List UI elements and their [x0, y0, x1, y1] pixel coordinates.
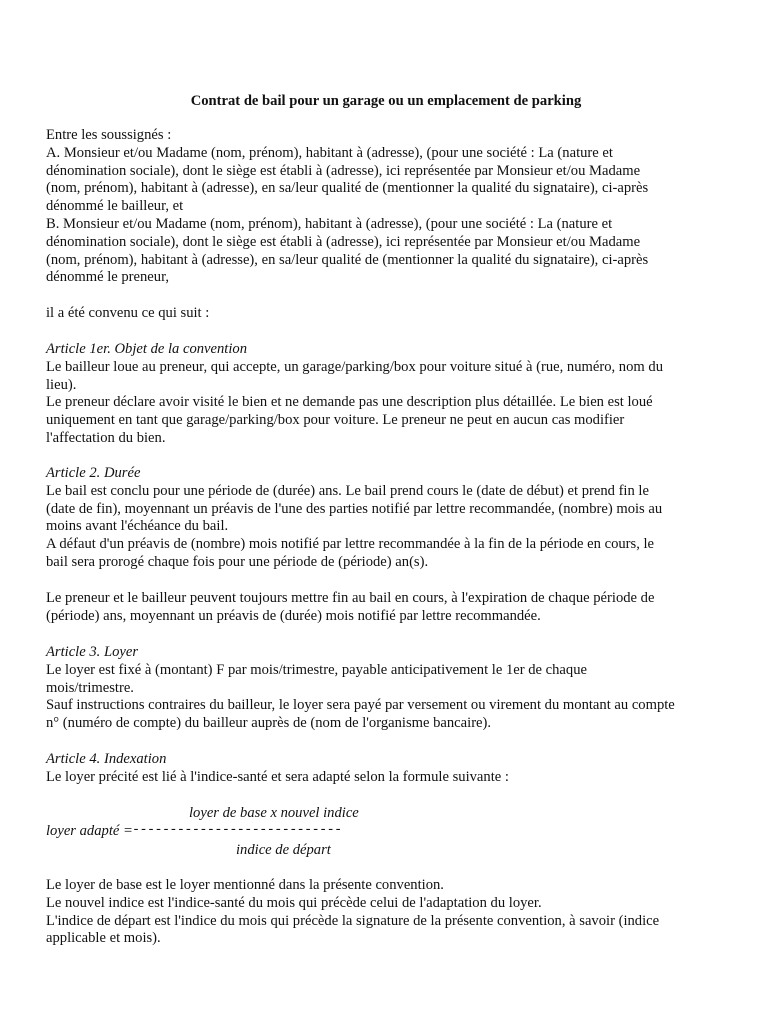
article-line: Le bail est conclu pour une période de (durée) ans. Le bail prend cours le (date de début) et prend fin le: [46, 482, 649, 499]
article-line: A défaut d'un préavis de (nombre) mois notifié par lettre recommandée à la fin de la période en cours, le: [46, 536, 655, 553]
intro-line: (nom, prénom), habitant à (adresse), en sa/leur qualité de (mentionner la qualité du signataire), ci-après: [46, 180, 649, 197]
article-line: Le preneur déclare avoir visité le bien et ne demande pas une description plus détaillée. Le bien est loué: [46, 394, 653, 411]
agreement-statement: [46, 305, 726, 323]
article-line: Le loyer est fixé à (montant) F par mois/trimestre, payable anticipativement le 1er de chaque: [46, 661, 587, 678]
intro-line: B. Monsieur et/ou Madame (nom, prénom), habitant à (adresse), (pour une société : La (nature et: [46, 215, 613, 232]
document-title: Contrat de bail pour un garage ou un emplacement de parking: [190, 93, 582, 109]
article-2-termination: [46, 590, 726, 626]
formula-fraction-bar: ----------------------------: [132, 823, 342, 838]
article-line: n° (numéro de compte) du bailleur auprès de (nom de l'organisme bancaire).: [46, 715, 492, 732]
intro-line: Entre les soussignés :: [46, 127, 172, 143]
article-heading: Article 4. Indexation: [46, 751, 167, 767]
article-line: Le preneur et le bailleur peuvent toujours mettre fin au bail en cours, à l'expiration de chaque période de: [46, 590, 655, 606]
article-2: [46, 465, 726, 572]
article-line: (période) ans, moyennant un préavis de (durée) mois notifié par lettre recommandée.: [46, 607, 541, 624]
article-line: Le loyer précité est lié à l'indice-santé et sera adapté selon la formule suivante :: [46, 768, 509, 785]
intro-line: dénomination sociale), dont le siège est établi à (adresse), ici représentée par Monsieur et/ou Madame: [46, 162, 641, 179]
formula-lhs: loyer adapté =: [46, 823, 133, 839]
article-4: [46, 751, 726, 787]
parties-section: [46, 127, 726, 287]
article-heading: Article 2. Durée: [46, 465, 141, 481]
intro-line: dénomination sociale), dont le siège est établi à (adresse), ici représentée par Monsieur et/ou Madame: [46, 233, 641, 250]
article-line: l'affectation du bien.: [46, 429, 166, 446]
article-line: moins avant l'échéance du bail.: [46, 518, 229, 535]
article-line: Le bailleur loue au preneur, qui accepte, un garage/parking/box pour voiture situé à (rue, numéro, nom du: [46, 358, 663, 375]
formula-numerator: loyer de base x nouvel indice: [189, 805, 359, 821]
article-line: Le nouvel indice est l'indice-santé du mois qui précède celui de l'adaptation du loyer.: [46, 894, 542, 911]
agreed-text: il a été convenu ce qui suit :: [46, 305, 210, 321]
intro-line: dénommé le preneur,: [46, 269, 170, 286]
intro-line: dénommé le bailleur, et: [46, 198, 184, 215]
article-line: lieu).: [46, 376, 77, 393]
article-4-definitions: [46, 877, 726, 948]
article-heading: Article 3. Loyer: [46, 644, 139, 660]
article-line: Le loyer de base est le loyer mentionné dans la présente convention.: [46, 877, 444, 893]
article-line: L'indice de départ est l'indice du mois qui précède la signature de la présente convention, à savoir (indice: [46, 912, 660, 929]
article-line: mois/trimestre.: [46, 679, 134, 696]
article-line: uniquement en tant que garage/parking/box pour voiture. Le preneur ne peut en aucun cas modifier: [46, 412, 625, 429]
article-heading: Article 1er. Objet de la convention: [46, 341, 248, 357]
article-line: Sauf instructions contraires du bailleur, le loyer sera payé par versement ou virement du montant au compte: [46, 697, 675, 714]
article-3: [46, 644, 726, 733]
article-line: bail sera prorogé chaque fois pour une période de (période) an(s).: [46, 553, 429, 570]
article-line: applicable et mois).: [46, 930, 161, 947]
article-line: (date de fin), moyennant un préavis de l'une des parties notifié par lettre recommandée, (nombre) mois au: [46, 500, 663, 517]
intro-line: A. Monsieur et/ou Madame (nom, prénom), habitant à (adresse), (pour une société : La (nature et: [46, 144, 613, 161]
article-1: [46, 341, 726, 448]
formula-denominator: indice de départ: [236, 842, 331, 858]
intro-line: (nom, prénom), habitant à (adresse), en sa/leur qualité de (mentionner la qualité du signataire), ci-après: [46, 251, 649, 268]
